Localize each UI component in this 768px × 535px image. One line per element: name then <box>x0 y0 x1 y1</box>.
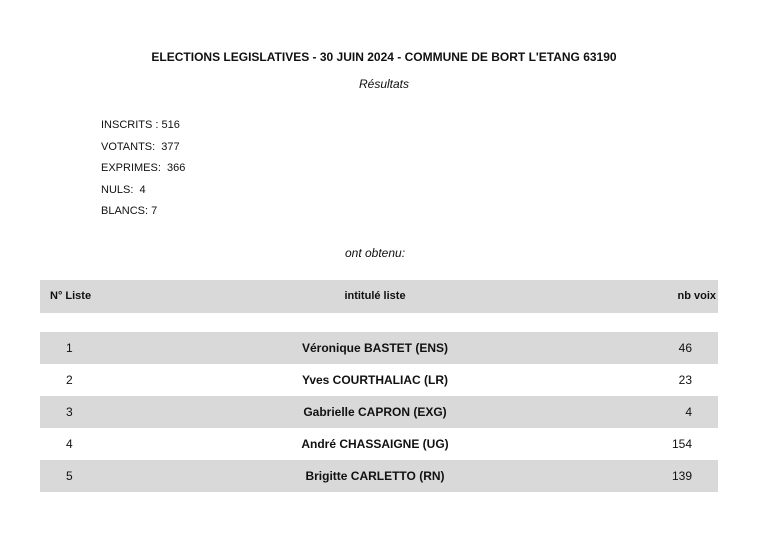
row-votes: 154 <box>671 437 692 451</box>
stat-nuls: NULS: 4 <box>101 183 146 196</box>
row-number: 2 <box>66 373 73 387</box>
table-row <box>40 428 718 460</box>
header-list-title: intitulé liste <box>344 290 406 302</box>
row-list-title: Yves COURTHALIAC (LR) <box>301 373 448 387</box>
row-number: 4 <box>66 437 73 451</box>
results-table <box>40 280 718 492</box>
row-votes: 139 <box>671 469 692 483</box>
row-list-title: Gabrielle CAPRON (EXG) <box>303 405 447 419</box>
header-list-number: N° Liste <box>50 290 92 302</box>
header-votes: nb voix <box>677 290 716 302</box>
stat-exprimes: EXPRIMES: 366 <box>101 162 186 174</box>
stats-block <box>101 118 185 226</box>
row-number: 3 <box>66 405 73 419</box>
table-row <box>40 332 718 364</box>
table-header <box>40 280 718 313</box>
row-list-title: André CHASSAIGNE (UG) <box>301 437 449 451</box>
row-number: 1 <box>66 341 73 355</box>
table-row <box>40 364 718 396</box>
row-votes: 46 <box>678 341 692 355</box>
table-row <box>40 460 718 492</box>
row-votes: 4 <box>685 405 692 419</box>
table-spacer <box>40 313 718 332</box>
stat-blancs: BLANCS: 7 <box>101 205 158 217</box>
document-subtitle: Résultats <box>358 77 410 91</box>
document-title: ELECTIONS LEGISLATIVES - 30 JUIN 2024 - COMMUNE DE BORT L'ETANG 63190 <box>151 50 617 64</box>
obtained-label: ont obtenu: <box>344 246 406 260</box>
row-list-title: Brigitte CARLETTO (RN) <box>305 469 445 483</box>
stat-votants: VOTANTS: 377 <box>101 140 180 153</box>
table-row <box>40 396 718 428</box>
row-list-title: Véronique BASTET (ENS) <box>301 341 448 355</box>
row-votes: 23 <box>678 373 692 387</box>
stat-inscrits: INSCRITS : 516 <box>101 119 180 131</box>
row-number: 5 <box>66 469 73 483</box>
